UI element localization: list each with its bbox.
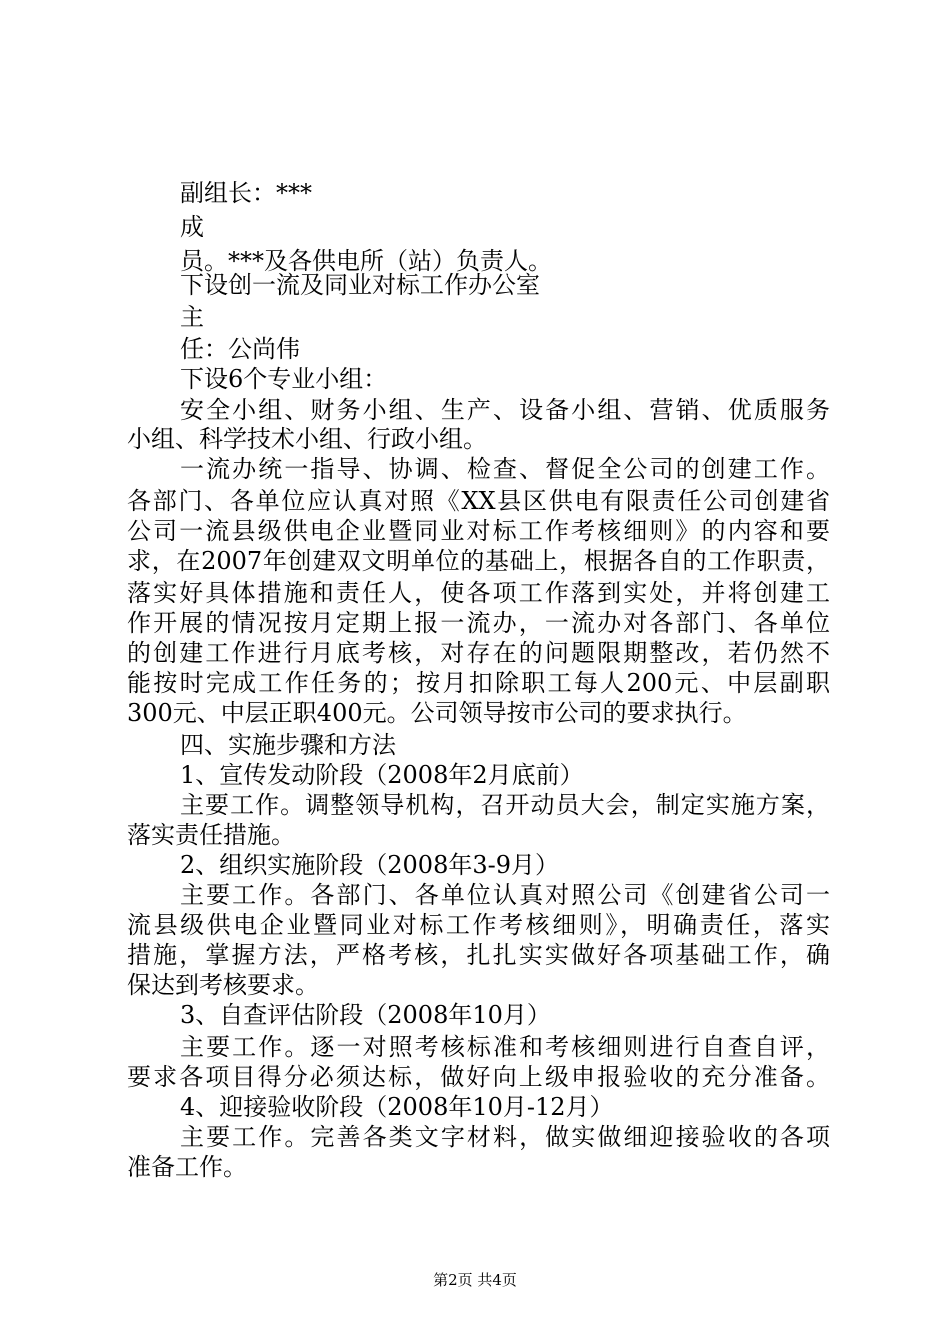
stage-2-line-4: 保达到考核要求。 bbox=[127, 971, 319, 999]
paragraph-line-4: 求，在2007年创建双文明单位的基础上，根据各自的工作职责， bbox=[127, 547, 830, 575]
stage-1-line-2: 落实责任措施。 bbox=[127, 821, 295, 849]
groups-line-2: 小组、科学技术小组、行政小组。 bbox=[127, 425, 487, 453]
stage-4-line-2: 准备工作。 bbox=[127, 1153, 247, 1181]
deputy-leader-line: 副组长：*** bbox=[180, 179, 312, 207]
stage-2-line-2: 流县级供电企业暨同业对标工作考核细则》，明确责任，落实 bbox=[127, 911, 830, 939]
director-name-line: 任：公尚伟 bbox=[180, 335, 300, 363]
stage-2-line-3: 措施，掌握方法，严格考核，扎扎实实做好各项基础工作，确 bbox=[127, 941, 830, 969]
member-list-line: 员。***及各供电所（站）负责人。 bbox=[180, 247, 552, 275]
stage-4-line-1: 主要工作。完善各类文字材料，做实做细迎接验收的各项 bbox=[180, 1123, 830, 1151]
stage-4-title: 4、迎接验收阶段（2008年10月-12月） bbox=[180, 1093, 614, 1121]
stage-2-title: 2、组织实施阶段（2008年3-9月） bbox=[180, 851, 559, 879]
paragraph-line-7: 的创建工作进行月底考核，对存在的问题限期整改，若仍然不 bbox=[127, 639, 830, 667]
stage-3-line-2: 要求各项目得分必须达标，做好向上级申报验收的充分准备。 bbox=[127, 1063, 830, 1091]
stage-1-line-1: 主要工作。调整领导机构，召开动员大会，制定实施方案， bbox=[180, 791, 830, 819]
section-heading: 四、实施步骤和方法 bbox=[180, 731, 396, 759]
paragraph-line-2: 各部门、各单位应认真对照《XX县区供电有限责任公司创建省 bbox=[127, 487, 830, 515]
director-label-line: 主 bbox=[180, 303, 204, 331]
office-line: 下设创一流及同业对标工作办公室 bbox=[180, 271, 540, 299]
stage-1-title: 1、宣传发动阶段（2008年2月底前） bbox=[180, 761, 584, 789]
member-label-line: 成 bbox=[180, 213, 204, 241]
page-number-footer: 第2页 共4页 bbox=[433, 1271, 517, 1289]
groups-line-1: 安全小组、财务小组、生产、设备小组、营销、优质服务 bbox=[180, 396, 830, 424]
paragraph-line-8: 能按时完成工作任务的；按月扣除职工每人200元、中层副职 bbox=[127, 669, 830, 697]
stage-3-title: 3、自查评估阶段（2008年10月） bbox=[180, 1001, 551, 1029]
paragraph-line-1: 一流办统一指导、协调、检查、督促全公司的创建工作。 bbox=[180, 455, 830, 483]
paragraph-line-9: 300元、中层正职400元。公司领导按市公司的要求执行。 bbox=[127, 699, 747, 727]
paragraph-line-6: 作开展的情况按月定期上报一流办，一流办对各部门、各单位 bbox=[127, 609, 830, 637]
groups-intro-line: 下设6个专业小组： bbox=[180, 365, 388, 393]
paragraph-line-3: 公司一流县级供电企业暨同业对标工作考核细则》的内容和要 bbox=[127, 517, 830, 545]
stage-2-line-1: 主要工作。各部门、各单位认真对照公司《创建省公司一 bbox=[180, 881, 830, 909]
paragraph-line-5: 落实好具体措施和责任人，使各项工作落到实处，并将创建工 bbox=[127, 579, 830, 607]
stage-3-line-1: 主要工作。逐一对照考核标准和考核细则进行自查自评， bbox=[180, 1033, 830, 1061]
